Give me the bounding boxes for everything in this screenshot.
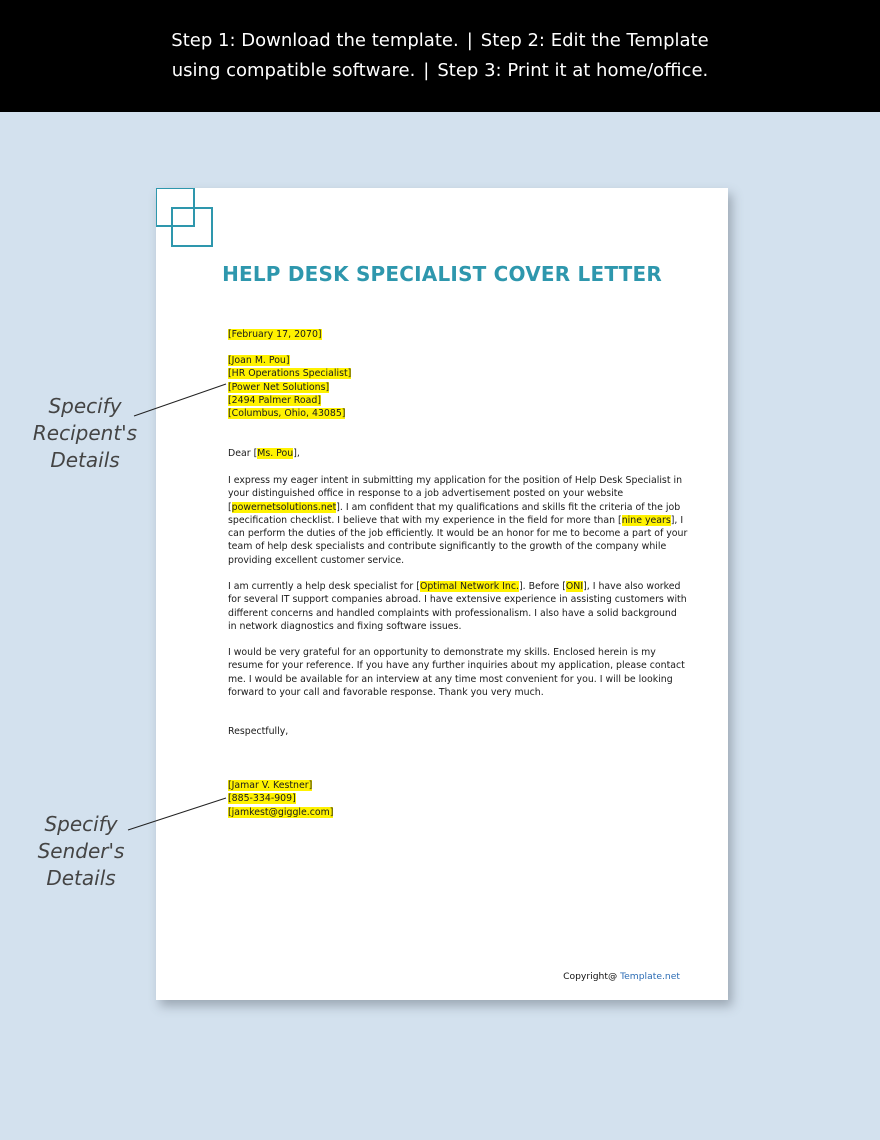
paragraph-3: I would be very grateful for an opportunity to demonstrate my skills. Enclosed herein is my resume for your reference. If you have any further inquiries about my application, please contact me. I would be available for an interview at any time most convenient for you. I will be looking forward to your call and favorable response. Thank you very much. bbox=[228, 647, 685, 698]
sender-email: [jamkest@giggle.com] bbox=[228, 806, 334, 818]
separator: | bbox=[423, 60, 430, 81]
years-placeholder: nine years bbox=[621, 514, 671, 526]
corner-squares-icon bbox=[156, 188, 226, 258]
bracket-open: [ bbox=[618, 514, 622, 526]
step-1-text: Step 1: Download the template. bbox=[171, 30, 459, 51]
salutation bbox=[228, 447, 688, 460]
bracket-open: [ bbox=[228, 501, 232, 513]
sender-phone: [885-334-909] bbox=[228, 793, 296, 805]
website-placeholder: powernetsolutions.net bbox=[231, 501, 337, 513]
salutation-name: Ms. Pou bbox=[257, 448, 294, 459]
separator: | bbox=[466, 30, 473, 51]
p1-text-2: . I am confident that my qualifications and skills fit the criteria of the job specification checklist. I believe that with my experience in the field for more than bbox=[228, 501, 681, 526]
callout-line: Recipent's bbox=[32, 421, 138, 445]
letter-title: HELP DESK SPECIALIST COVER LETTER bbox=[222, 262, 662, 286]
sender-block bbox=[228, 779, 688, 819]
salutation-prefix: Dear bbox=[228, 448, 254, 459]
p1-text-1: I express my eager intent in submitting my application for the position of Help Desk Specialist in your distinguished office in response to a job advertisement posted on your website bbox=[228, 475, 683, 500]
letter-date bbox=[228, 328, 688, 341]
recipient-block bbox=[228, 354, 688, 420]
p2-text-3: , I have also worked for several IT support companies abroad. I have extensive experience in assisting customers with different concerns and handled complaints with professionalism. I also have a solid background in network diagnostics and fixing software issues. bbox=[228, 581, 687, 632]
p1-text-3: , I can perform the duties of the job efficiently. It would be an honor for me to become a part of your team of help desk specialists and contribute significantly to the growth of the company while providing excellent customer service. bbox=[228, 514, 688, 566]
bracket-open: [ bbox=[253, 448, 258, 459]
brand-link[interactable]: Template.net bbox=[620, 971, 680, 982]
step-2-text: Step 2: Edit the Template bbox=[480, 30, 709, 51]
company-placeholder: Optimal Network Inc. bbox=[419, 581, 519, 592]
callout-line: Details bbox=[46, 866, 116, 890]
bracket-open: [ bbox=[416, 581, 420, 592]
bracket-close: ], bbox=[293, 448, 300, 459]
recipient-city: [Columbus, Ohio, 43085] bbox=[228, 408, 346, 420]
recipient-street: [2494 Palmer Road] bbox=[228, 394, 321, 406]
copyright bbox=[563, 971, 680, 982]
bracket-close: ] bbox=[336, 501, 340, 513]
letter-page bbox=[156, 188, 728, 1000]
instruction-banner bbox=[0, 0, 880, 112]
bracket-close: ] bbox=[583, 581, 587, 592]
date-value: [February 17, 2070] bbox=[228, 329, 322, 340]
recipient-title: [HR Operations Specialist] bbox=[228, 368, 352, 380]
bracket-close: ] bbox=[518, 581, 523, 592]
copyright-prefix: Copyright@ bbox=[563, 971, 621, 982]
step-3-text: Step 3: Print it at home/office. bbox=[437, 60, 709, 81]
closing: Respectfully, bbox=[228, 726, 289, 737]
callout-line: Sender's bbox=[37, 839, 125, 863]
recipient-callout bbox=[20, 393, 150, 474]
recipient-company: [Power Net Solutions] bbox=[228, 381, 330, 393]
callout-line: Specify bbox=[44, 812, 118, 836]
paragraph-2 bbox=[228, 580, 688, 633]
p2-text-2: . Before bbox=[522, 581, 563, 592]
bracket-open: [ bbox=[562, 581, 566, 592]
paragraph-1 bbox=[228, 474, 688, 567]
p2-text-1: I am currently a help desk specialist for bbox=[228, 581, 417, 592]
recipient-name: [Joan M. Pou] bbox=[228, 355, 290, 366]
callout-line: Details bbox=[50, 448, 120, 472]
banner-line-2 bbox=[172, 56, 709, 86]
abbr-placeholder: ONI bbox=[565, 581, 584, 592]
step-2-text-cont: using compatible software. bbox=[171, 60, 416, 81]
sender-callout bbox=[16, 811, 146, 892]
callout-line: Specify bbox=[48, 394, 122, 418]
banner-line-1 bbox=[171, 26, 708, 56]
sender-name: [Jamar V. Kestner] bbox=[228, 780, 313, 791]
bracket-close: ] bbox=[670, 514, 675, 526]
